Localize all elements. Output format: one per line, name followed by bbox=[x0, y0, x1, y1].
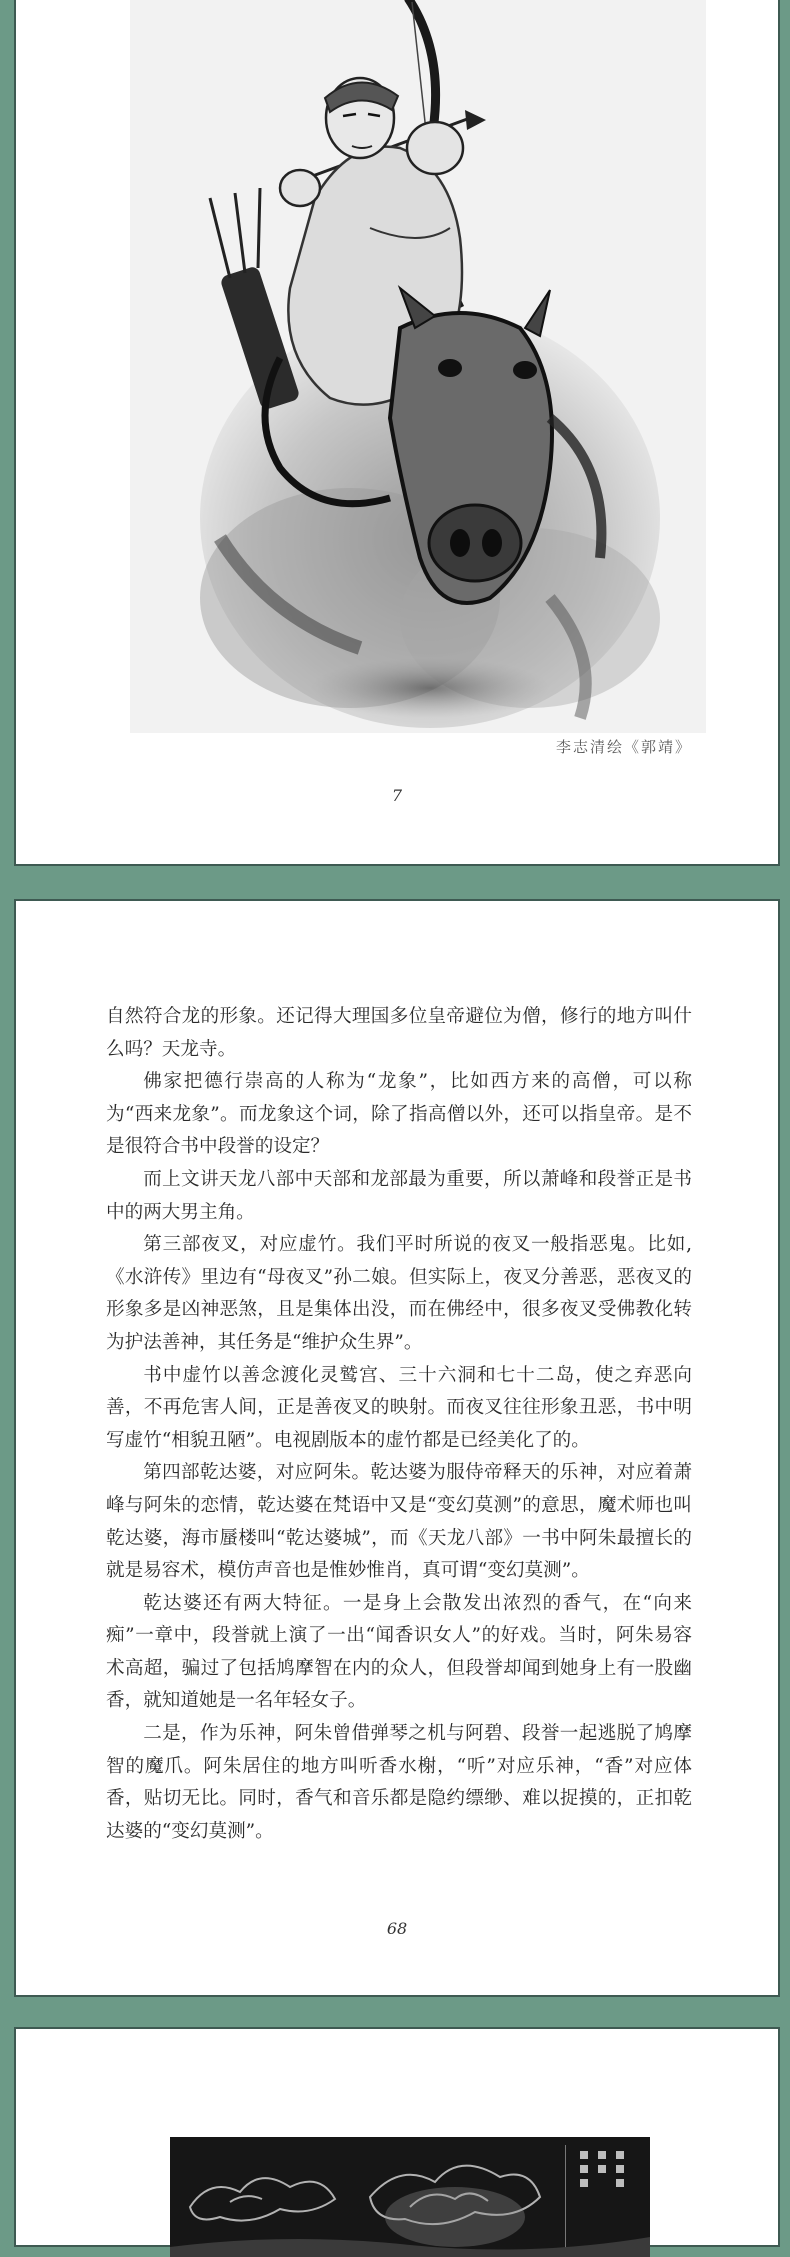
page-body-text bbox=[106, 1001, 692, 1848]
book-page-next bbox=[14, 2027, 780, 2247]
cloud-painting-image bbox=[170, 2137, 650, 2257]
paragraph: 乾达婆还有两大特征。一是身上会散发出浓烈的香气，在“向来痴”一章中，段誉就上演了一出“闻香识女人”的好戏。当时，阿朱易容术高超，骗过了包括鸠摩智在内的众人，但段誉却闻到她身上有一股幽香，就知道她是一名年轻女子。 bbox=[106, 1592, 692, 1712]
paragraph: 自然符合龙的形象。还记得大理国多位皇帝避位为僧，修行的地方叫什么吗？天龙寺。 bbox=[106, 1006, 692, 1060]
paragraph: 第三部夜叉，对应虚竹。我们平时所说的夜叉一般指恶鬼。比如,《水浒传》里边有“母夜叉”孙二娘。但实际上，夜叉分善恶，恶夜叉的形象多是凶神恶煞，且是集体出没，而在佛经中，很多夜叉受佛教化转为护法善神，其任务是“维护众生界”。 bbox=[106, 1234, 692, 1353]
page-number: 7 bbox=[391, 786, 403, 805]
page-number: 68 bbox=[386, 1919, 408, 1938]
book-page-7 bbox=[14, 0, 780, 866]
illustration-caption: 李志清绘《郭靖》 bbox=[555, 738, 692, 756]
ink-painting-image bbox=[130, 0, 706, 733]
paragraph: 而上文讲天龙八部中天部和龙部最为重要，所以萧峰和段誉正是书中的两大男主角。 bbox=[106, 1168, 692, 1223]
cloud-scroll-painting bbox=[170, 2137, 650, 2257]
paragraph: 第四部乾达婆，对应阿朱。乾达婆为服侍帝释天的乐神，对应着萧峰与阿朱的恋情，乾达婆在梵语中又是“变幻莫测”的意思，魔术师也叫乾达婆，海市蜃楼叫“乾达婆城”，而《天龙八部》一书中阿朱最擅长的就是易容术，模仿声音也是惟妙惟肖，真可谓“变幻莫测”。 bbox=[106, 1462, 692, 1582]
book-page-68 bbox=[14, 899, 780, 1997]
paragraph: 二是，作为乐神，阿朱曾借弹琴之机与阿碧、段誉一起逃脱了鸠摩智的魔爪。阿朱居住的地方叫听香水榭，“听”对应乐神，“香”对应体香，贴切无比。同时，香气和音乐都是隐约缥缈、难以捉摸的，正扣乾达婆的“变幻莫测”。 bbox=[106, 1723, 692, 1842]
guo-jing-illustration bbox=[130, 0, 706, 733]
paragraph: 书中虚竹以善念渡化灵鹫宫、三十六洞和七十二岛，使之弃恶向善，不再危害人间，正是善夜叉的映射。而夜叉往往形象丑恶，书中明写虚竹“相貌丑陋”。电视剧版本的虚竹都是已经美化了的。 bbox=[106, 1364, 692, 1451]
paragraph: 佛家把德行崇高的人称为“龙象”，比如西方来的高僧，可以称为“西来龙象”。而龙象这个词，除了指高僧以外，还可以指皇帝。是不是很符合书中段誉的设定？ bbox=[106, 1071, 692, 1158]
